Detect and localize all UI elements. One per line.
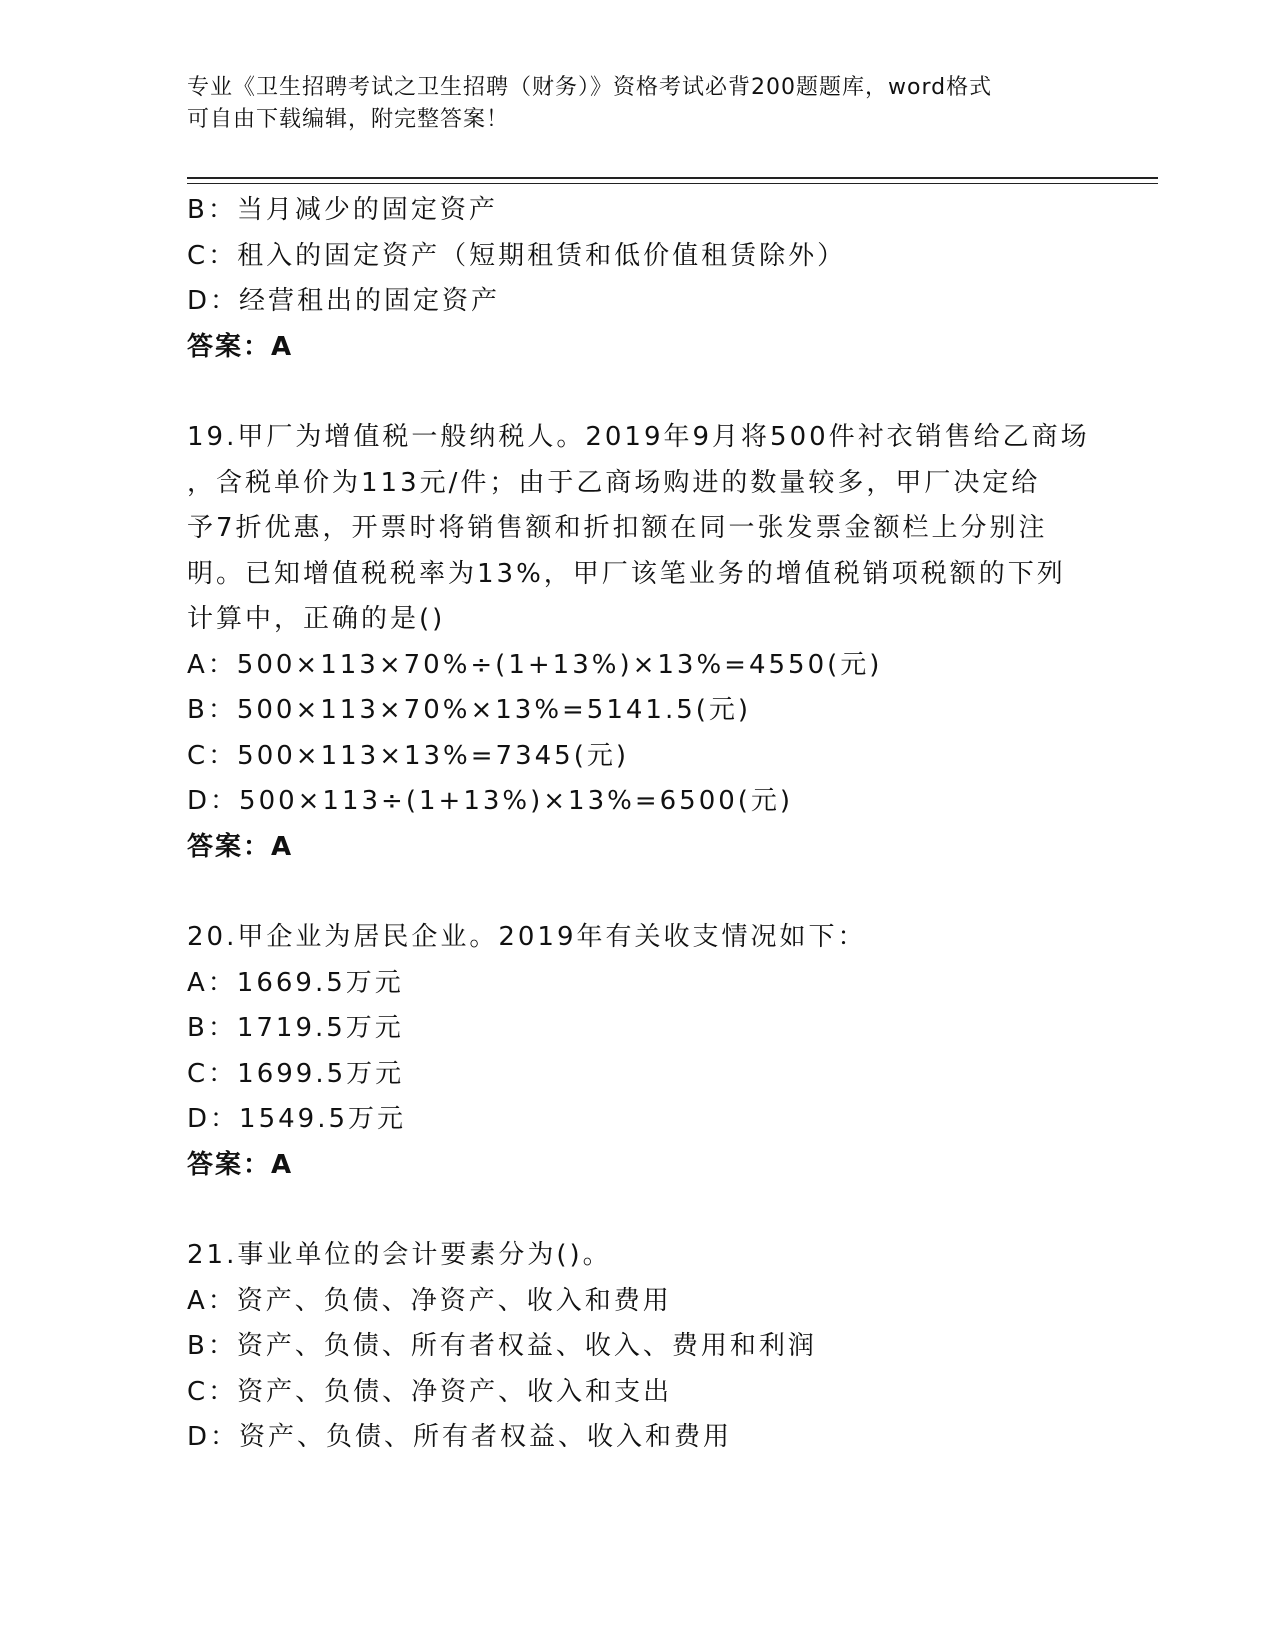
option-a: A：1669.5万元 <box>187 967 404 998</box>
option-c: C：租入的固定资产（短期租赁和低价值租赁除外） <box>187 240 847 271</box>
option-c: C：500×113×13%=7345(元) <box>187 740 630 771</box>
option-c: C：1699.5万元 <box>187 1058 405 1089</box>
question-text-line: 计算中，正确的是() <box>187 604 446 634</box>
question-20 <box>187 915 1087 1188</box>
header-divider-thin <box>187 183 1158 184</box>
option-a: A：500×113×70%÷(1+13%)×13%=4550(元) <box>187 649 883 680</box>
question-text-line: 予7折优惠，开票时将销售额和折扣额在同一张发票金额栏上分别注 <box>187 513 1048 543</box>
question-21 <box>187 1233 1087 1461</box>
question-19 <box>187 415 1090 870</box>
document-header <box>187 72 1087 136</box>
answer-line: 答案：A <box>187 831 294 862</box>
question-text-line: 21.事业单位的会计要素分为()。 <box>187 1240 612 1270</box>
option-c: C：资产、负债、净资产、收入和支出 <box>187 1376 673 1407</box>
header-divider-thick <box>187 177 1158 179</box>
option-b: B：1719.5万元 <box>187 1013 404 1043</box>
header-title-line-1: 专业《卫生招聘考试之卫生招聘（财务）》资格考试必背200题题库，word格式 <box>187 75 993 100</box>
header-title-line-2: 可自由下载编辑，附完整答案！ <box>187 107 510 132</box>
question-text-line: 20.甲企业为居民企业。2019年有关收支情况如下： <box>187 922 867 952</box>
option-b: B：资产、负债、所有者权益、收入、费用和利润 <box>187 1331 817 1361</box>
option-b: B：500×113×70%×13%=5141.5(元) <box>187 695 752 725</box>
question-text-line: 明。已知增值税税率为13%，甲厂该笔业务的增值税销项税额的下列 <box>187 558 1066 589</box>
document-body <box>187 188 1090 1461</box>
answer-line: 答案：A <box>187 331 294 362</box>
option-d: D：经营租出的固定资产 <box>187 286 501 316</box>
option-b: B：当月减少的固定资产 <box>187 195 498 225</box>
answer-line: 答案：A <box>187 1149 294 1180</box>
question-text-line: ，含税单价为113元/件；由于乙商场购进的数量较多，甲厂决定给 <box>187 467 1041 498</box>
question-text-line: 19.甲厂为增值税一般纳税人。2019年9月将500件衬衣销售给乙商场 <box>187 422 1090 452</box>
option-a: A：资产、负债、净资产、收入和费用 <box>187 1285 672 1316</box>
option-d: D：500×113÷(1+13%)×13%=6500(元) <box>187 786 794 816</box>
option-d: D：1549.5万元 <box>187 1104 406 1134</box>
option-d: D：资产、负债、所有者权益、收入和费用 <box>187 1422 733 1452</box>
